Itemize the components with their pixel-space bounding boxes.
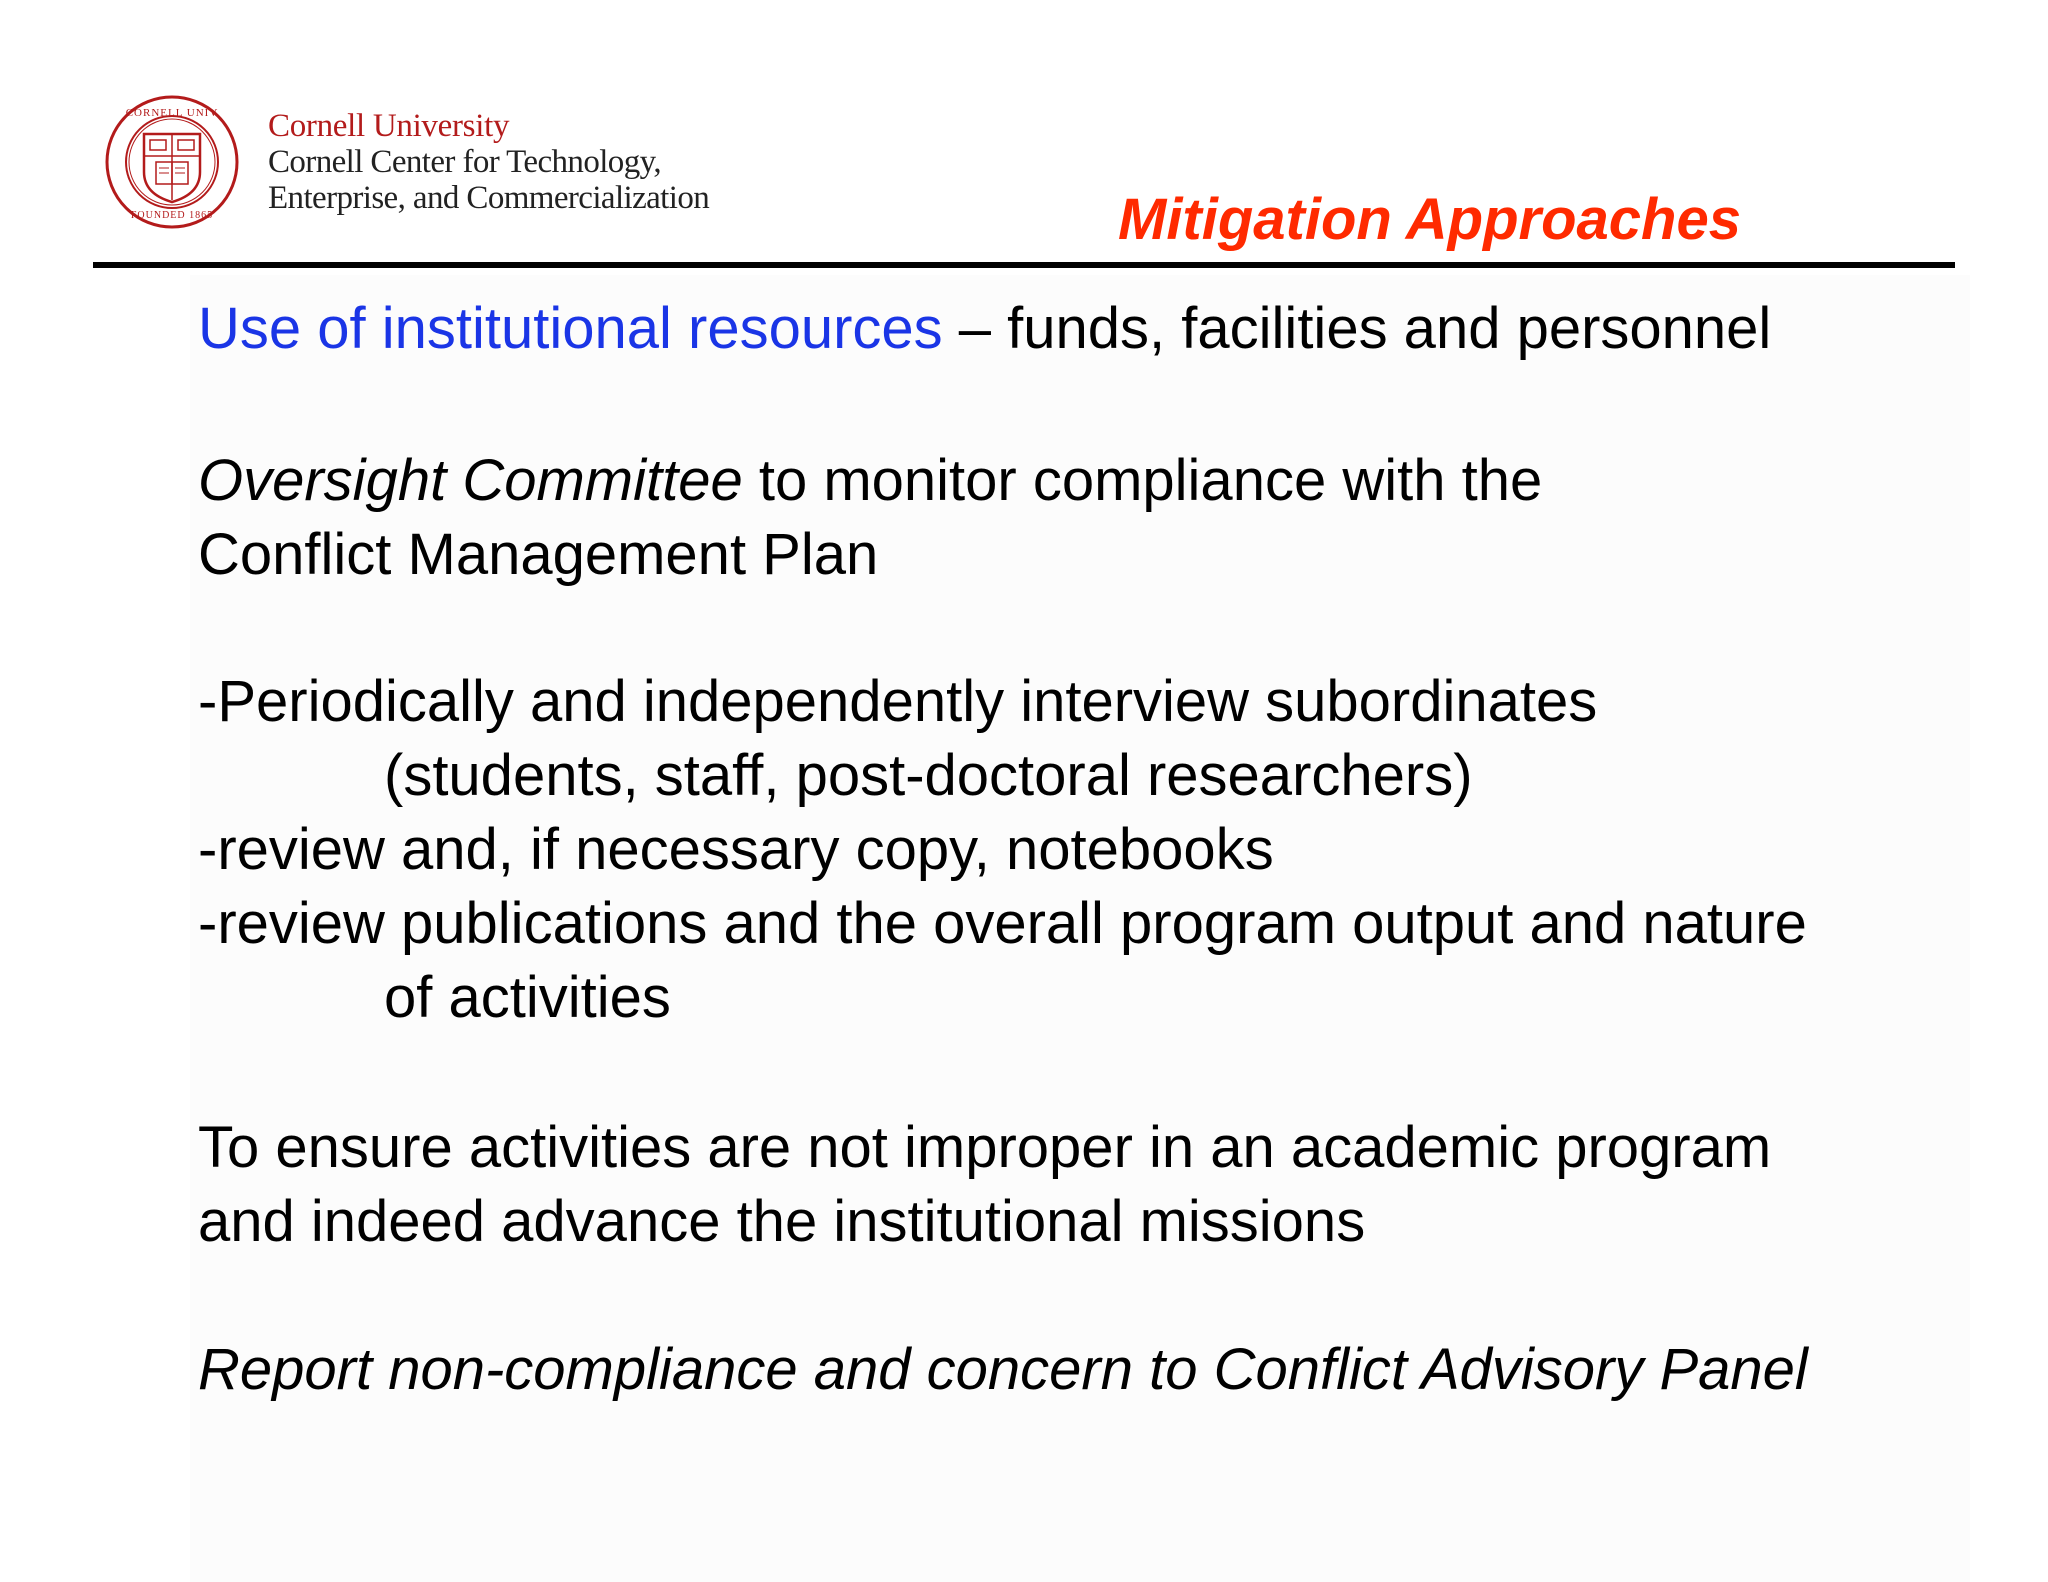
duty-interview-detail: (students, staff, post-doctoral researchers) bbox=[384, 743, 1473, 808]
duty-review-publications: -review publications and the overall program output and nature bbox=[198, 891, 1807, 956]
duty-review-notebooks: -review and, if necessary copy, notebooks bbox=[198, 817, 1274, 882]
oversight-line2: Conflict Management Plan bbox=[198, 522, 879, 587]
duties-list bbox=[198, 665, 1807, 1035]
ensure-line1: To ensure activities are not improper in an academic program bbox=[198, 1115, 1772, 1180]
oversight-paragraph bbox=[198, 444, 1542, 592]
resources-highlight: Use of institutional resources bbox=[198, 296, 943, 361]
duty-interview: -Periodically and independently interview subordinates bbox=[198, 669, 1598, 734]
svg-text:FOUNDED 1865: FOUNDED 1865 bbox=[130, 210, 214, 221]
resources-rest: – funds, facilities and personnel bbox=[942, 296, 1772, 361]
slide-title: Mitigation Approaches bbox=[1118, 187, 1741, 252]
report-paragraph: Report non-compliance and concern to Conflict Advisory Panel bbox=[198, 1337, 1808, 1402]
duty-review-publications-cont: of activities bbox=[384, 965, 671, 1030]
oversight-committee-term: Oversight Committee bbox=[198, 448, 743, 513]
oversight-rest: to monitor compliance with the bbox=[742, 448, 1543, 513]
brand-block bbox=[268, 108, 709, 216]
institution-name: Cornell University bbox=[268, 108, 510, 144]
header-divider bbox=[93, 262, 1955, 268]
ensure-paragraph bbox=[198, 1111, 1771, 1259]
oversight-line1 bbox=[198, 444, 1542, 518]
ensure-line2: and indeed advance the institutional missions bbox=[198, 1189, 1366, 1254]
center-name-line1: Cornell Center for Technology, bbox=[268, 144, 662, 180]
resources-paragraph bbox=[198, 292, 1771, 366]
center-name-line2: Enterprise, and Commercialization bbox=[268, 180, 710, 216]
cornell-seal-logo bbox=[104, 94, 240, 230]
svg-text:CORNELL UNIV: CORNELL UNIV bbox=[125, 107, 219, 119]
